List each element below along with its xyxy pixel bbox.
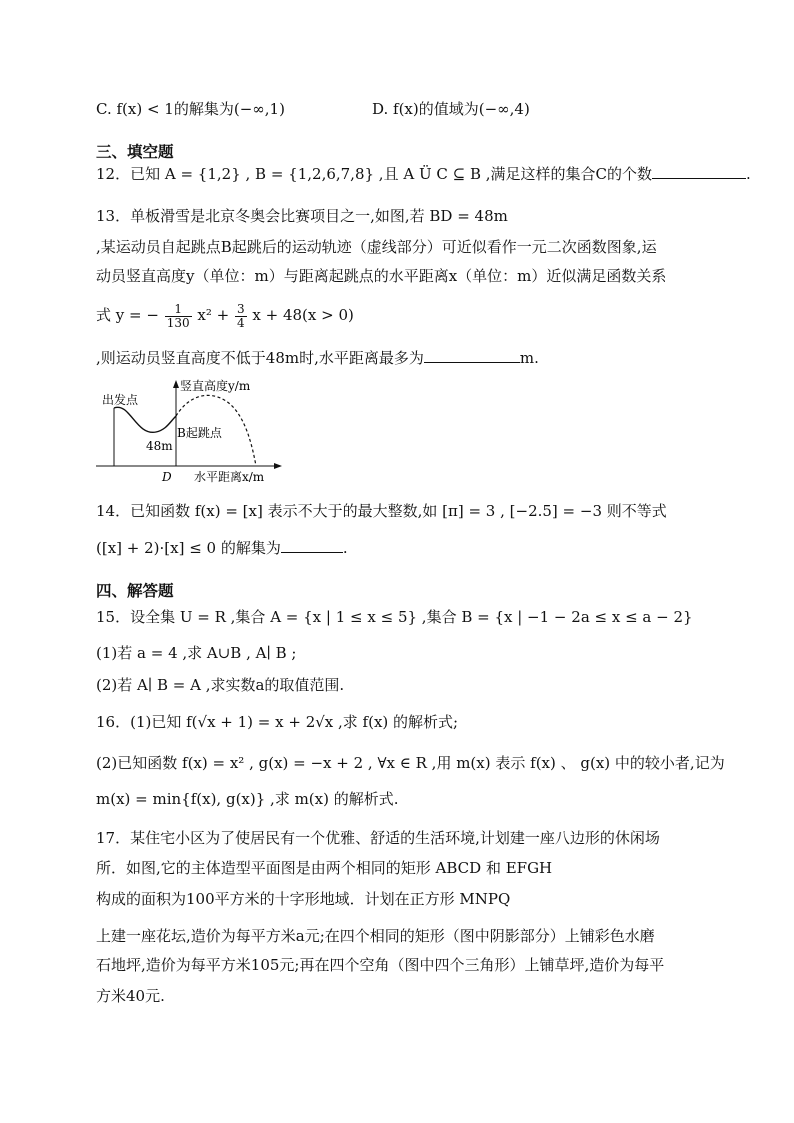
q17-line-5: 石地坪,造价为每平方米105元;再在四个空角（图中四个三角形）上铺草坪,造价为每平 — [96, 956, 665, 974]
q11-option-c: C. f(x) < 1的解集为(−∞,1) — [96, 100, 285, 118]
q12-text: 12．已知 A = {1,2} , B = {1,2,6,7,8} ,且 A Ü C ⊆ B ,满足这样的集合C的个数 — [96, 165, 652, 183]
section-3-title: 三、填空题 — [96, 142, 174, 161]
q16-line-1: 16．(1)已知 f(√x + 1) = x + 2√x ,求 f(x) 的解析式; — [96, 713, 459, 731]
q17-line-4: 上建一座花坛,造价为每平方米a元;在四个相同的矩形（图中阴影部分）上铺彩色水磨 — [96, 927, 655, 945]
x-axis-label: 水平距离x/m — [194, 470, 265, 484]
q11-option-d: D. f(x)的值域为(−∞,4) — [372, 100, 530, 118]
d-point-label: D — [162, 470, 172, 484]
q11-options — [96, 98, 736, 120]
q12 — [96, 163, 751, 185]
q13-formula-prefix: 式 y = − — [96, 306, 159, 324]
q16-line-3: m(x) = min{f(x), g(x)} ,求 m(x) 的解析式. — [96, 790, 399, 808]
q13-formula-line — [96, 300, 736, 330]
q13-line-1: 13．单板滑雪是北京冬奥会比赛项目之一,如图,若 BD = 48m — [96, 207, 508, 225]
q13-fraction-1-num: 1 — [165, 303, 192, 317]
q15-line-1: 15．设全集 U = R ,集合 A = {x | 1 ≤ x ≤ 5} ,集合 B = {x | −1 − 2a ≤ x ≤ a − 2} — [96, 608, 693, 626]
q13-fraction-1 — [165, 303, 192, 330]
q12-end: . — [745, 165, 751, 183]
q14-answer-blank[interactable] — [281, 537, 343, 553]
q14-line-1: 14．已知函数 f(x) = [x] 表示不大于的最大整数,如 [π] = 3 , [−2.5] = −3 则不等式 — [96, 502, 667, 520]
q15-line-3: (2)若 A∣ B = A ,求实数a的取值范围. — [96, 676, 345, 694]
q12-answer-blank[interactable] — [652, 163, 746, 179]
q15-line-2: (1)若 a = 4 ,求 A∪B , A∣ B ; — [96, 644, 297, 662]
q17-line-1: 17．某住宅小区为了使居民有一个优雅、舒适的生活环境,计划建一座八边形的休闲场 — [96, 829, 660, 847]
q13-line-2: ,某运动员自起跳点B起跳后的运动轨迹（虚线部分）可近似看作一元二次函数图象,运 — [96, 238, 657, 256]
q13-formula-suffix: x + 48(x > 0) — [252, 306, 354, 324]
q13-line-5-text: ,则运动员竖直高度不低于48m时,水平距离最多为 — [96, 349, 424, 367]
q13-fraction-1-den: 130 — [166, 315, 190, 330]
q13-answer-blank[interactable] — [424, 347, 520, 363]
q13-line-5 — [96, 347, 736, 369]
start-point-label: 出发点 — [102, 393, 139, 407]
q13-line-5-end: m. — [519, 349, 539, 367]
section-4-title: 四、解答题 — [96, 581, 174, 600]
height-label: 48m — [146, 439, 173, 453]
q13-fraction-2-den: 4 — [236, 315, 245, 330]
jump-point-label: B起跳点 — [177, 426, 222, 440]
x-axis-arrow-icon — [274, 463, 282, 469]
q13-fraction-2 — [235, 303, 247, 330]
q14-line-2-text: ([x] + 2)·[x] ≤ 0 的解集为 — [96, 539, 281, 557]
q14-line-2 — [96, 537, 736, 559]
ski-jump-figure — [96, 378, 286, 486]
q13-fraction-2-num: 3 — [236, 301, 245, 316]
q16-line-2: (2)已知函数 f(x) = x² , g(x) = −x + 2 , ∀x ∈ R ,用 m(x) 表示 f(x) 、 g(x) 中的较小者,记为 — [96, 754, 725, 772]
y-axis-label: 竖直高度y/m — [180, 379, 251, 393]
slope-curve — [114, 407, 176, 432]
q17-line-2: 所．如图,它的主体造型平面图是由两个相同的矩形 ABCD 和 EFGH — [96, 859, 553, 877]
q17-line-6: 方米40元. — [96, 987, 165, 1005]
y-axis-arrow-icon — [173, 380, 179, 388]
q13-formula-mid: x² + — [197, 306, 230, 324]
q13-line-3: 动员竖直高度y（单位：m）与距离起跳点的水平距离x（单位：m）近似满足函数关系 — [96, 267, 667, 285]
q14-line-2-end: . — [342, 539, 348, 557]
q17-line-3: 构成的面积为100平方米的十字形地域．计划在正方形 MNPQ — [96, 890, 511, 908]
